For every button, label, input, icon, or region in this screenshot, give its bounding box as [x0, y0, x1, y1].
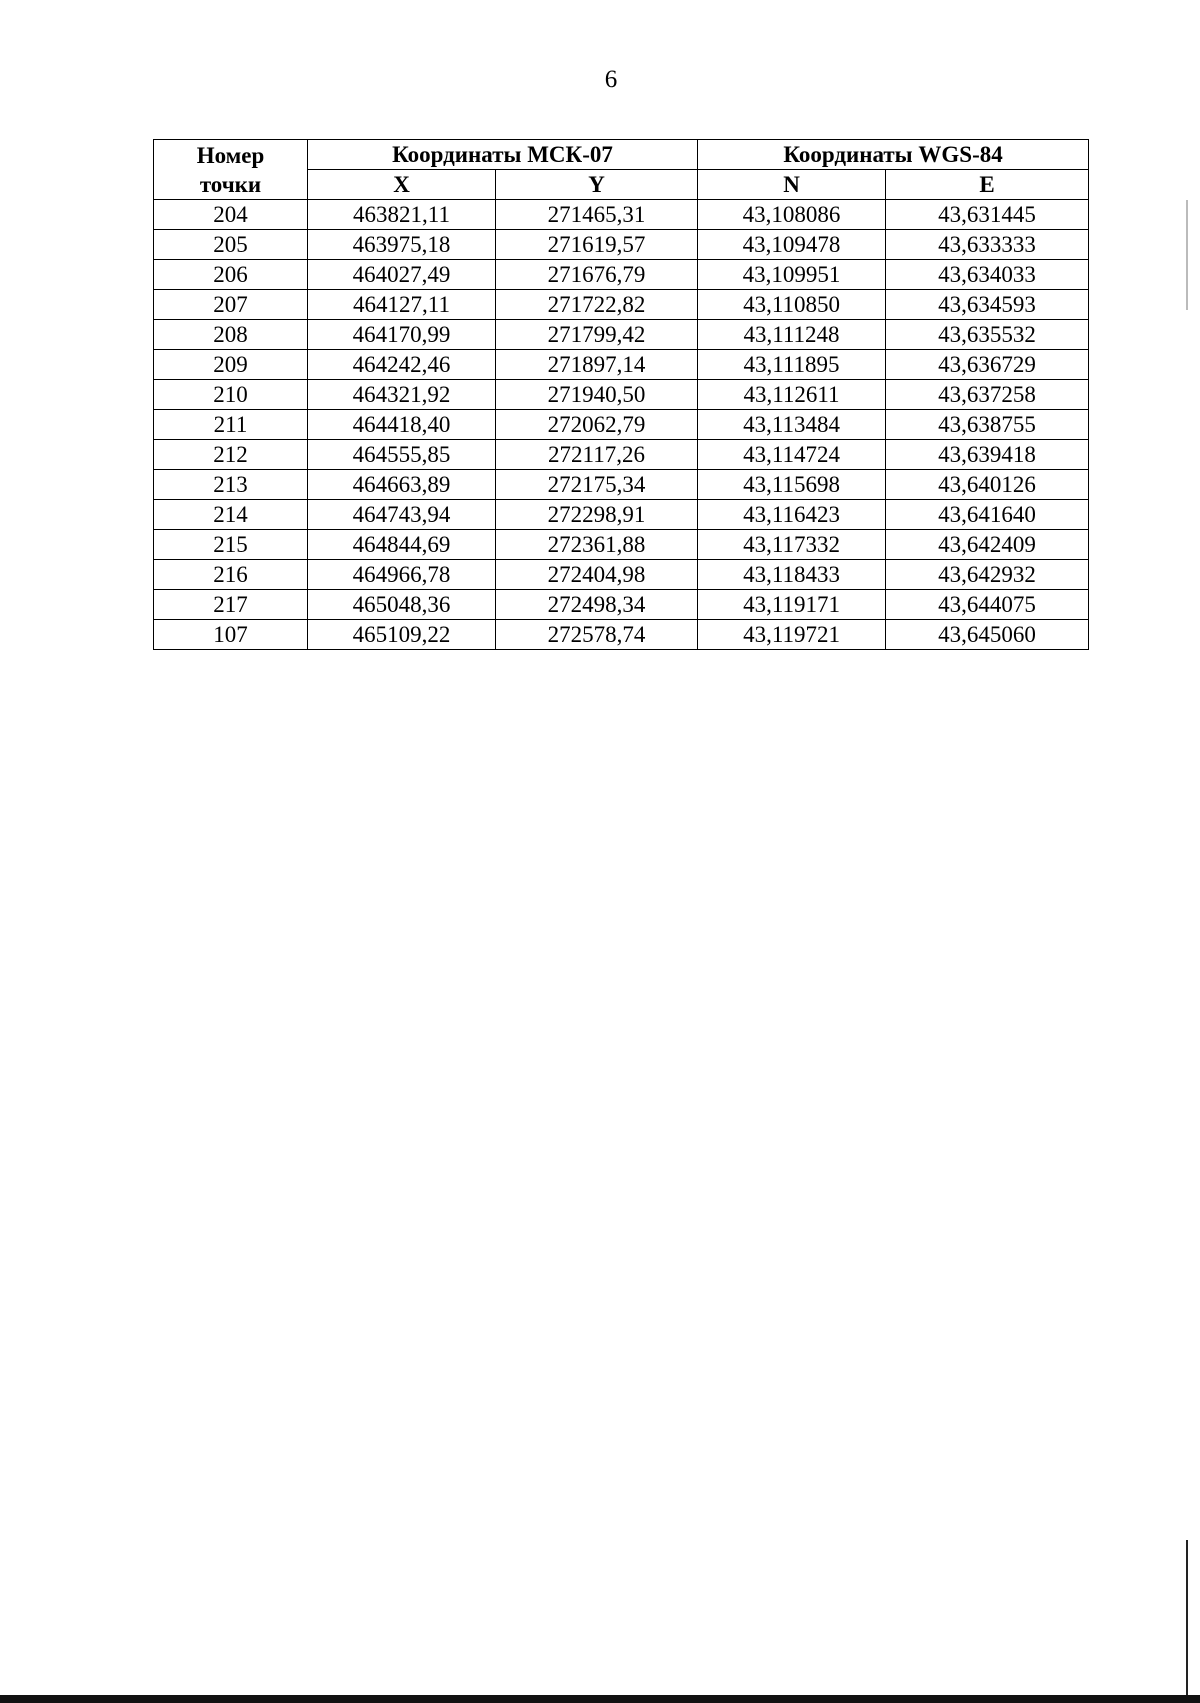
table-row [154, 380, 1089, 410]
cell-n: 43,112611 [698, 380, 886, 410]
cell-n: 43,115698 [698, 470, 886, 500]
cell-y: 272361,88 [496, 530, 698, 560]
cell-y: 272498,34 [496, 590, 698, 620]
y-column-header: Y [496, 170, 698, 200]
cell-point: 215 [154, 530, 308, 560]
cell-n: 43,111895 [698, 350, 886, 380]
cell-point: 207 [154, 290, 308, 320]
cell-e: 43,640126 [886, 470, 1089, 500]
cell-point: 212 [154, 440, 308, 470]
point-number-header-line1: Номер [196, 142, 265, 168]
cell-n: 43,119171 [698, 590, 886, 620]
cell-n: 43,113484 [698, 410, 886, 440]
cell-point: 107 [154, 620, 308, 650]
point-number-header [154, 140, 308, 200]
cell-n: 43,109951 [698, 260, 886, 290]
cell-y: 271676,79 [496, 260, 698, 290]
table-row [154, 320, 1089, 350]
table-row [154, 560, 1089, 590]
table-row [154, 500, 1089, 530]
cell-e: 43,645060 [886, 620, 1089, 650]
coordinates-table [153, 139, 1089, 650]
point-number-header-line2: точки [199, 171, 262, 197]
cell-y: 272062,79 [496, 410, 698, 440]
cell-y: 271465,31 [496, 200, 698, 230]
cell-e: 43,631445 [886, 200, 1089, 230]
cell-n: 43,108086 [698, 200, 886, 230]
cell-y: 272578,74 [496, 620, 698, 650]
scan-edge-mark [1186, 200, 1188, 310]
cell-x: 464242,46 [308, 350, 496, 380]
cell-x: 464321,92 [308, 380, 496, 410]
table-row [154, 620, 1089, 650]
cell-e: 43,641640 [886, 500, 1089, 530]
cell-y: 272117,26 [496, 440, 698, 470]
cell-y: 272175,34 [496, 470, 698, 500]
cell-e: 43,639418 [886, 440, 1089, 470]
cell-n: 43,111248 [698, 320, 886, 350]
cell-point: 208 [154, 320, 308, 350]
cell-e: 43,642932 [886, 560, 1089, 590]
cell-point: 211 [154, 410, 308, 440]
cell-e: 43,636729 [886, 350, 1089, 380]
n-column-header: N [698, 170, 886, 200]
cell-point: 216 [154, 560, 308, 590]
x-column-header: X [308, 170, 496, 200]
cell-x: 464555,85 [308, 440, 496, 470]
cell-y: 271722,82 [496, 290, 698, 320]
cell-n: 43,116423 [698, 500, 886, 530]
table-body [154, 200, 1089, 650]
cell-x: 463821,11 [308, 200, 496, 230]
cell-y: 272298,91 [496, 500, 698, 530]
page-number: 6 [604, 66, 618, 93]
table-row [154, 350, 1089, 380]
cell-y: 271799,42 [496, 320, 698, 350]
cell-x: 464027,49 [308, 260, 496, 290]
table-row [154, 200, 1089, 230]
cell-y: 272404,98 [496, 560, 698, 590]
table-row [154, 290, 1089, 320]
cell-e: 43,635532 [886, 320, 1089, 350]
cell-x: 465109,22 [308, 620, 496, 650]
cell-point: 206 [154, 260, 308, 290]
cell-x: 464170,99 [308, 320, 496, 350]
table-row [154, 230, 1089, 260]
cell-y: 271897,14 [496, 350, 698, 380]
cell-x: 464844,69 [308, 530, 496, 560]
cell-x: 464663,89 [308, 470, 496, 500]
cell-e: 43,642409 [886, 530, 1089, 560]
cell-n: 43,118433 [698, 560, 886, 590]
header-row-groups [154, 140, 1089, 170]
cell-point: 213 [154, 470, 308, 500]
cell-e: 43,638755 [886, 410, 1089, 440]
cell-e: 43,633333 [886, 230, 1089, 260]
cell-point: 205 [154, 230, 308, 260]
cell-n: 43,109478 [698, 230, 886, 260]
scan-bottom-edge [0, 1695, 1200, 1703]
wgs84-group-header: Координаты WGS-84 [698, 140, 1089, 170]
cell-n: 43,114724 [698, 440, 886, 470]
table-row [154, 260, 1089, 290]
table-row [154, 590, 1089, 620]
cell-point: 217 [154, 590, 308, 620]
cell-point: 204 [154, 200, 308, 230]
cell-point: 209 [154, 350, 308, 380]
cell-n: 43,110850 [698, 290, 886, 320]
cell-n: 43,117332 [698, 530, 886, 560]
cell-e: 43,634593 [886, 290, 1089, 320]
table-row [154, 410, 1089, 440]
cell-point: 214 [154, 500, 308, 530]
table-header [154, 140, 1089, 200]
cell-e: 43,637258 [886, 380, 1089, 410]
cell-x: 465048,36 [308, 590, 496, 620]
e-column-header: E [886, 170, 1089, 200]
cell-e: 43,644075 [886, 590, 1089, 620]
cell-x: 464127,11 [308, 290, 496, 320]
cell-x: 464743,94 [308, 500, 496, 530]
table-row [154, 530, 1089, 560]
scan-edge-mark [1186, 1540, 1188, 1703]
cell-y: 271619,57 [496, 230, 698, 260]
cell-x: 464418,40 [308, 410, 496, 440]
table-row [154, 470, 1089, 500]
table-row [154, 440, 1089, 470]
cell-point: 210 [154, 380, 308, 410]
msk07-group-header: Координаты МСК-07 [308, 140, 698, 170]
cell-x: 463975,18 [308, 230, 496, 260]
cell-y: 271940,50 [496, 380, 698, 410]
cell-e: 43,634033 [886, 260, 1089, 290]
cell-n: 43,119721 [698, 620, 886, 650]
cell-x: 464966,78 [308, 560, 496, 590]
